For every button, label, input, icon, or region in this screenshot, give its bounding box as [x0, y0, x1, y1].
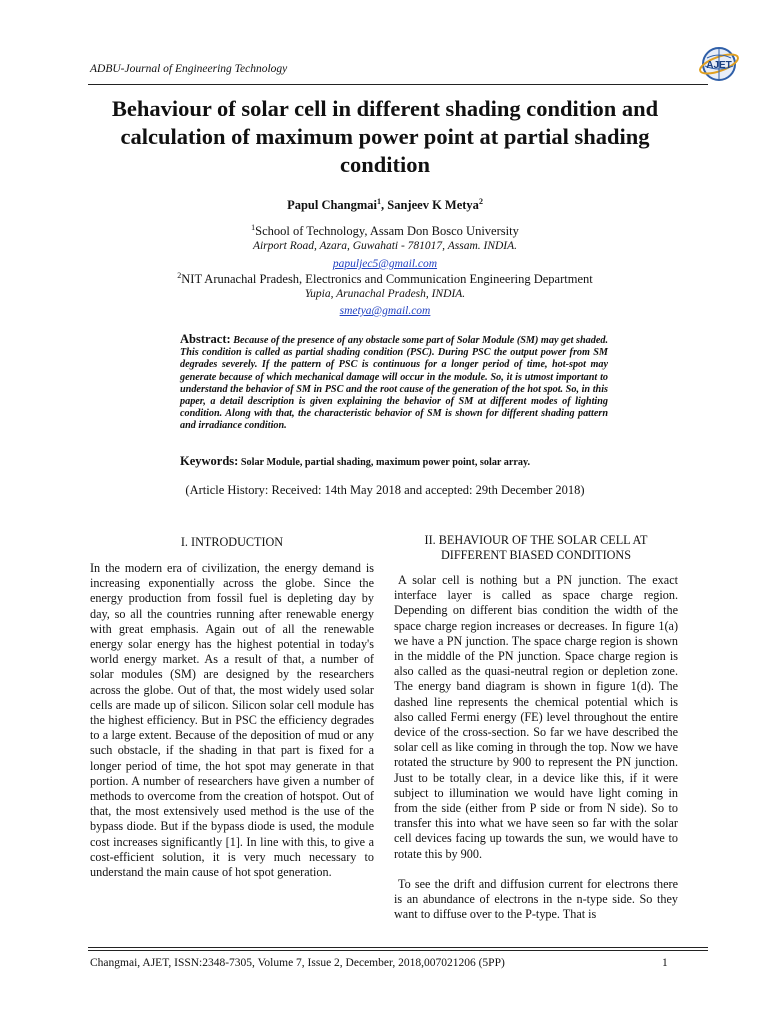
- sec2-paragraph-2: To see the drift and diffusion current for electrons there is an abundance of electrons in the n-type side. So they want to diffuse over to the P-type. That is: [394, 876, 678, 922]
- footer-rule-2: [88, 950, 708, 951]
- section-2-heading-line1: II. BEHAVIOUR OF THE SOLAR CELL AT: [424, 533, 648, 547]
- author-1: Papul Changmai: [287, 198, 378, 213]
- logo-text: AJET: [706, 60, 732, 71]
- header-rule: [88, 84, 708, 85]
- paper-title: Behaviour of solar cell in different shading condition and calculation of maximum power point at partial shading condition: [111, 96, 659, 177]
- abstract-label: Abstract:: [180, 332, 231, 346]
- journal-logo: [697, 44, 741, 84]
- article-history: (Article History: Received: 14th May 2018 and accepted: 29th December 2018): [185, 483, 585, 497]
- author-sep: ,: [381, 198, 388, 213]
- author-2-sup: 2: [478, 197, 483, 206]
- keywords-text: Solar Module, partial shading, maximum power point, solar array.: [240, 457, 531, 468]
- page-number: 1: [662, 957, 668, 969]
- aff-2-sup: 2: [177, 271, 182, 280]
- aff-1-address: Airport Road, Azara, Guwahati - 781017, Assam. INDIA.: [252, 240, 518, 252]
- abstract: [180, 333, 608, 433]
- aff-1-sup: 1: [251, 223, 256, 232]
- aff-2-email-link[interactable]: smetya@gmail.com: [339, 305, 431, 317]
- authors: [90, 197, 680, 213]
- aff-1-name: School of Technology, Assam Don Bosco University: [255, 224, 519, 239]
- section-2-heading-line2: DIFFERENT BIASED CONDITIONS: [440, 548, 632, 562]
- aff-1-email-link[interactable]: papuljec5@gmail.com: [332, 258, 438, 270]
- section-1-heading: I. INTRODUCTION: [180, 535, 284, 549]
- affiliation-1: [90, 223, 680, 239]
- footer-citation: Changmai, AJET, ISSN:2348-7305, Volume 7, Issue 2, December, 2018,007021206 (5PP): [90, 957, 505, 969]
- author-2: Sanjeev K Metya: [387, 198, 479, 213]
- aff-2-address: Yupia, Arunachal Pradesh, INDIA.: [304, 288, 466, 300]
- keywords-label: Keywords:: [180, 454, 239, 468]
- affiliation-2: [90, 271, 680, 287]
- section-2-body: [394, 573, 678, 922]
- keywords: [180, 454, 608, 469]
- section-1-body: [90, 561, 374, 880]
- author-1-sup: 1: [377, 197, 382, 206]
- intro-paragraph: In the modern era of civilization, the energy demand is increasing exponentially across the globe. Since the energy production from fossil fuel is depleting day by day, so all the countries running after renewable energy with great emphasis. Again out of all the renewable energy solar energy has the highest potential in today's world energy market. As a result of that, a number of solar modules (SM) are designed by the researchers across the globe. Out of that, the most widely used solar cells are made up of silicon. Silicon solar cell module has the highest efficiency. But in PSC the efficiency degrades to a large extent. Because of the deposition of mud or any such obstacle, if the shading in that part is fixed for a longer period of time, the hot spot may generate in that portion. A number of researchers have given a number of methods to overcome from the creation of hotspot. Out of that, the most extensively used method is the use of the bypass diode. But if the bypass diode is used, the module cost increases significantly [1]. In line with this, to give a cost-efficient solution, it is very much necessary to understand the main cause of hot spot generation.: [90, 561, 374, 880]
- footer-rule: [88, 947, 708, 948]
- journal-name: ADBU-Journal of Engineering Technology: [90, 63, 288, 75]
- section-2-heading: [394, 533, 678, 563]
- aff-2-name: NIT Arunachal Pradesh, Electronics and Communication Engineering Department: [181, 272, 593, 287]
- abstract-text: Because of the presence of any obstacle some part of Solar Module (SM) may get shaded. This condition is called as partial shading condition (PSC). During PSC the output power from SM degrades severely. If the pattern of PSC is continuous for a longer period of time, hot-spot may generate because of which mechanical damage will occur in the module. So, it is utmost important to understand the behavior of SM in PSC and the root cause of the generation of the hot spot. So, in this paper, a detail description is given explaining the behavior of SM at different modes of lighting condition. Along with that, the characteristic behavior of SM is shown for different shading pattern and irradiance condition.: [180, 335, 608, 432]
- sec2-paragraph-1: A solar cell is nothing but a PN junction. The exact interface layer is called as space charge region. Depending on different bias condition the width of the space charge region increases or decreases. In figure 1(a) we have a PN junction. The space charge region is shown in the middle of the PN junction. Space charge region is also called as the quasi-neutral region or depletion zone. The energy band diagram is shown in figure 1(d). The dashed line represents the chemical potential which is also called Fermi energy (FE) level throughout the entire device of the cross-section. So far we have described the solar cell as like coming in through the top. Now we have rotated the structure by 900 to represent the PN junction. Just to be totally clear, in a device like this, if it were subject to illumination we would have light coming in from the side (either from P side or from N side). So to transfer this into what we have seen so far with the solar cell devices facing up towards the sun, we would have to rotate this by 900.: [394, 573, 678, 861]
